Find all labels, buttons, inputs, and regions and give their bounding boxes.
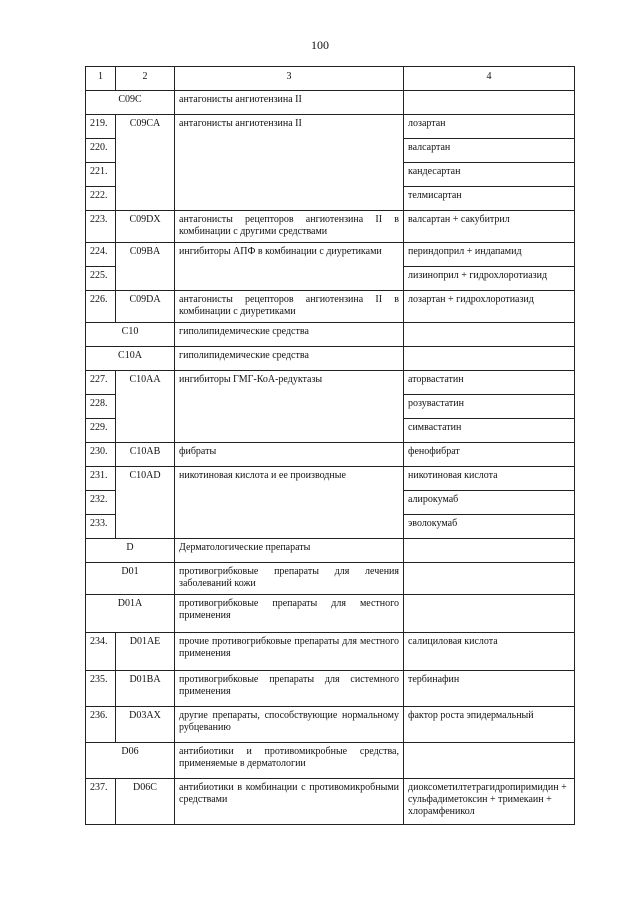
group-code: D01A — [86, 595, 175, 633]
row-number: 222. — [86, 187, 116, 211]
atc-code: C10AB — [116, 443, 175, 467]
group-code: D06 — [86, 743, 175, 779]
group-description: ингибиторы АПФ в комбинации с диуретиками — [175, 243, 404, 291]
row-number: 227. — [86, 371, 116, 395]
empty-cell — [404, 347, 575, 371]
row-number: 226. — [86, 291, 116, 323]
drug-name: телмисартан — [404, 187, 575, 211]
group-description: антибиотики в комбинации с противомикробными средствами — [175, 779, 404, 825]
group-description: антагонисты ангиотензина II — [175, 115, 404, 211]
group-code: C10 — [86, 323, 175, 347]
drug-name: кандесартан — [404, 163, 575, 187]
atc-code: D01BA — [116, 671, 175, 707]
row-number: 230. — [86, 443, 116, 467]
drug-name: аторвастатин — [404, 371, 575, 395]
atc-code: D03AX — [116, 707, 175, 743]
empty-cell — [404, 595, 575, 633]
table-row — [86, 371, 575, 395]
row-number: 231. — [86, 467, 116, 491]
row-number: 234. — [86, 633, 116, 671]
table-row — [86, 743, 575, 779]
row-number: 225. — [86, 267, 116, 291]
atc-code: C10AA — [116, 371, 175, 443]
empty-cell — [404, 539, 575, 563]
group-description: другие препараты, способствующие нормальному рубцеванию — [175, 707, 404, 743]
empty-cell — [404, 91, 575, 115]
drug-name: фактор роста эпидермальный — [404, 707, 575, 743]
atc-code: D01AE — [116, 633, 175, 671]
drug-name: лозартан — [404, 115, 575, 139]
row-number: 236. — [86, 707, 116, 743]
drug-name: валсартан + сакубитрил — [404, 211, 575, 243]
group-description: антибиотики и противомикробные средства, применяемые в дерматологии — [175, 743, 404, 779]
empty-cell — [404, 743, 575, 779]
group-code: D — [86, 539, 175, 563]
group-description: гиполипидемические средства — [175, 347, 404, 371]
drug-name: лозартан + гидрохлоротиазид — [404, 291, 575, 323]
row-number: 223. — [86, 211, 116, 243]
drug-name: валсартан — [404, 139, 575, 163]
drug-name: симвастатин — [404, 419, 575, 443]
table-row — [86, 115, 575, 139]
table-row — [86, 243, 575, 267]
group-description: антагонисты ангиотензина II — [175, 91, 404, 115]
group-description: Дерматологические препараты — [175, 539, 404, 563]
drug-name: периндоприл + индапамид — [404, 243, 575, 267]
table-row — [86, 347, 575, 371]
group-description: никотиновая кислота и ее производные — [175, 467, 404, 539]
table-row — [86, 595, 575, 633]
row-number: 237. — [86, 779, 116, 825]
table-row — [86, 563, 575, 595]
group-description: прочие противогрибковые препараты для местного применения — [175, 633, 404, 671]
table-row — [86, 291, 575, 323]
atc-code: C10AD — [116, 467, 175, 539]
group-code: D01 — [86, 563, 175, 595]
atc-code: D06C — [116, 779, 175, 825]
table-row — [86, 539, 575, 563]
drug-name: салициловая кислота — [404, 633, 575, 671]
row-number: 228. — [86, 395, 116, 419]
header-cell-2: 2 — [116, 67, 175, 91]
row-number: 233. — [86, 515, 116, 539]
drug-name: фенофибрат — [404, 443, 575, 467]
group-code: C09C — [86, 91, 175, 115]
drug-name: диоксометилтетрагидропиримидин + сульфадиметоксин + тримекаин + хлорамфеникол — [404, 779, 575, 825]
group-code: C10A — [86, 347, 175, 371]
header-cell-1: 1 — [86, 67, 116, 91]
row-number: 229. — [86, 419, 116, 443]
table-row — [86, 211, 575, 243]
group-description: противогрибковые препараты для системного применения — [175, 671, 404, 707]
table-row — [86, 707, 575, 743]
row-number: 220. — [86, 139, 116, 163]
atc-code: C09CA — [116, 115, 175, 211]
table-row — [86, 671, 575, 707]
table-row — [86, 467, 575, 491]
row-number: 219. — [86, 115, 116, 139]
row-number: 235. — [86, 671, 116, 707]
drug-name: розувастатин — [404, 395, 575, 419]
atc-code: C09DA — [116, 291, 175, 323]
atc-code: C09DX — [116, 211, 175, 243]
table-row — [86, 443, 575, 467]
row-number: 232. — [86, 491, 116, 515]
empty-cell — [404, 323, 575, 347]
header-cell-3: 3 — [175, 67, 404, 91]
atc-code: C09BA — [116, 243, 175, 291]
drug-name: никотиновая кислота — [404, 467, 575, 491]
group-description: противогрибковые препараты для местного применения — [175, 595, 404, 633]
drug-name: эволокумаб — [404, 515, 575, 539]
header-row — [86, 67, 575, 91]
group-description: антагонисты рецепторов ангиотензина II в комбинации с диуретиками — [175, 291, 404, 323]
empty-cell — [404, 563, 575, 595]
drug-name: тербинафин — [404, 671, 575, 707]
page-number: 100 — [311, 38, 329, 52]
table-row — [86, 323, 575, 347]
group-description: ингибиторы ГМГ-КоА-редуктазы — [175, 371, 404, 443]
table-row — [86, 91, 575, 115]
row-number: 224. — [86, 243, 116, 267]
table-row — [86, 633, 575, 671]
drug-name: алирокумаб — [404, 491, 575, 515]
group-description: противогрибковые препараты для лечения заболеваний кожи — [175, 563, 404, 595]
drug-name: лизиноприл + гидрохлоротиазид — [404, 267, 575, 291]
drug-classification-table — [85, 66, 575, 825]
table-row — [86, 779, 575, 825]
header-cell-4: 4 — [404, 67, 575, 91]
group-description: фибраты — [175, 443, 404, 467]
row-number: 221. — [86, 163, 116, 187]
group-description: антагонисты рецепторов ангиотензина II в комбинации с другими средствами — [175, 211, 404, 243]
group-description: гиполипидемические средства — [175, 323, 404, 347]
